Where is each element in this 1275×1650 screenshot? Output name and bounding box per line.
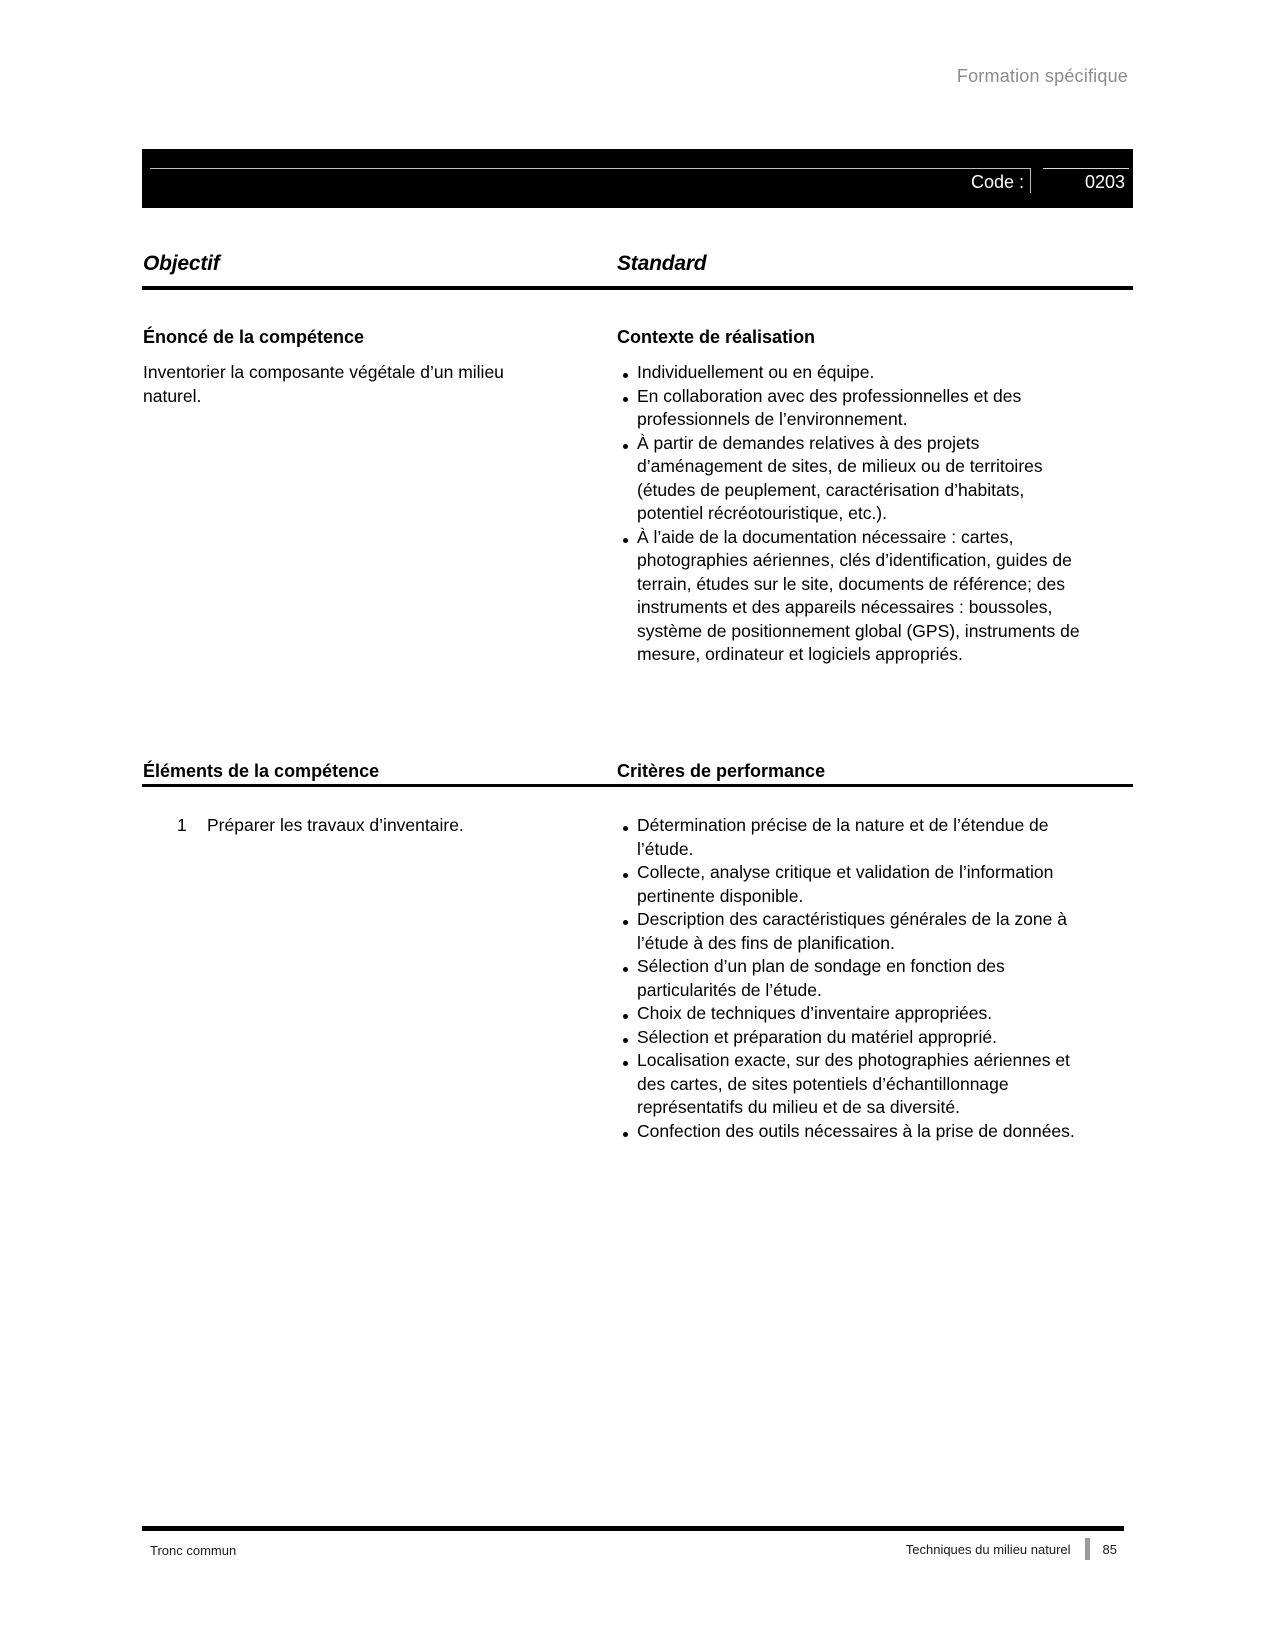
code-value: 0203 (1084, 172, 1125, 192)
list-item (617, 526, 1081, 667)
bullet-text: Détermination précise de la nature et de l’étendue de l’étude. (637, 815, 1049, 859)
elements-heading: Éléments de la compétence (143, 761, 380, 781)
bullet-icon (623, 1014, 628, 1019)
list-item (617, 361, 1081, 385)
code-banner (142, 149, 1133, 208)
element-text: Préparer les travaux d’inventaire. (207, 815, 464, 835)
bullet-icon (623, 373, 628, 378)
criteres-bullet-list (617, 814, 1081, 1143)
list-item (617, 385, 1081, 432)
list-item (617, 1026, 1081, 1050)
bullet-icon (623, 920, 628, 925)
footer-right-group (906, 1538, 1117, 1560)
banner-divider-line (150, 168, 1030, 169)
bullet-text: À partir de demandes relatives à des projets d’aménagement de sites, de milieux ou de territoires (études de peuplement, caractérisation d’habitats, potentiel récréotouristique, etc.). (637, 432, 1043, 523)
bullet-column (617, 361, 637, 385)
column-headings (142, 252, 1133, 282)
bullet-icon (623, 1038, 628, 1043)
bullet-column (617, 526, 637, 667)
bullet-icon (623, 444, 628, 449)
footer-divider-bar (1085, 1538, 1090, 1560)
bullet-icon (623, 1132, 628, 1137)
list-item (617, 861, 1081, 908)
code-label: Code : (970, 172, 1024, 192)
bullet-icon (623, 873, 628, 878)
bullet-text: Sélection d’un plan de sondage en fonction des particularités de l’étude. (637, 956, 1005, 1000)
list-item (617, 432, 1081, 526)
element-item (143, 814, 583, 838)
bullet-icon (623, 397, 628, 402)
element-number: 1 (177, 815, 187, 835)
bullet-column (617, 955, 637, 1002)
bullet-text: Collecte, analyse critique et validation de l’information pertinente disponible. (637, 862, 1054, 906)
code-cell-top-border (1043, 168, 1129, 169)
criteres-heading: Critères de performance (617, 761, 826, 781)
bullet-text: Localisation exacte, sur des photographies aériennes et des cartes, de sites potentiels d’échantillonnage représentatifs du milieu et de sa diversité. (637, 1050, 1070, 1117)
bullet-text: Confection des outils nécessaires à la prise de données. (637, 1120, 1075, 1141)
bullet-icon (623, 967, 628, 972)
list-item (617, 955, 1081, 1002)
objectif-heading: Objectif (143, 252, 220, 275)
page-number: 85 (1102, 1541, 1117, 1557)
contexte-bullet-list (617, 361, 1081, 667)
bullet-text: À l’aide de la documentation nécessaire : cartes, photographies aériennes, clés d’identification, guides de terrain, études sur le site, documents de référence; des instruments et des appareils nécessaires : boussoles, système de positionnement global (GPS), instruments de mesure, ordinateur et logiciels appropriés. (637, 526, 1080, 664)
enonce-heading: Énoncé de la compétence (143, 327, 365, 347)
bullet-column (617, 1049, 637, 1120)
bullet-icon (623, 1061, 628, 1066)
running-header: Formation spécifique (956, 66, 1128, 86)
bullet-text: Sélection et préparation du matériel approprié. (637, 1026, 997, 1047)
list-item (617, 814, 1081, 861)
list-item (617, 1049, 1081, 1120)
list-item (617, 1120, 1081, 1144)
bullet-column (617, 1026, 637, 1050)
competence-statement: Inventorier la composante végétale d’un milieu naturel. (143, 362, 504, 406)
bullet-column (617, 861, 637, 908)
section-rule (142, 784, 1133, 787)
contexte-heading: Contexte de réalisation (617, 327, 816, 347)
footer-rule (142, 1526, 1124, 1531)
footer-program-name: Techniques du milieu naturel (905, 1541, 1071, 1557)
bullet-column (617, 814, 637, 861)
bullet-icon (623, 826, 628, 831)
banner-vertical-separator (1030, 168, 1031, 193)
bullet-text: En collaboration avec des professionnelles et des professionnels de l’environnement. (637, 385, 1022, 429)
bullet-column (617, 385, 637, 432)
heading-rule (142, 286, 1133, 290)
bullet-column (617, 908, 637, 955)
list-item (617, 908, 1081, 955)
bullet-text: Choix de techniques d’inventaire appropriées. (637, 1003, 993, 1023)
bullet-text: Description des caractéristiques générales de la zone à l’étude à des fins de planification. (637, 909, 1067, 953)
bullet-column (617, 432, 637, 526)
bullet-column (617, 1120, 637, 1144)
standard-heading: Standard (617, 252, 707, 275)
footer-left-text: Tronc commun (150, 1543, 237, 1558)
bullet-icon (623, 538, 628, 543)
bullet-column (617, 1002, 637, 1026)
bullet-text: Individuellement ou en équipe. (637, 362, 875, 382)
list-item (617, 1002, 1081, 1026)
